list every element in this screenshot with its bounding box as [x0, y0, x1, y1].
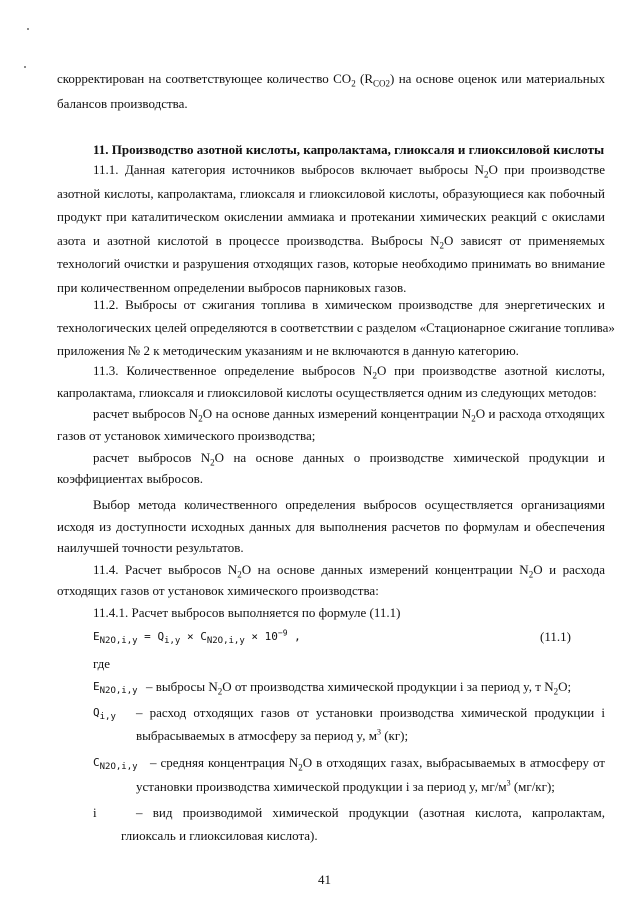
- para-11-1-line-3: продукт при каталитическом окислении аммиака и протекании химических реакций с окислами: [57, 209, 605, 224]
- method-1-line-2: газов от установок химического производства;: [57, 428, 316, 443]
- def-i-text-2: глиоксаль и глиоксиловая кислота).: [121, 828, 318, 843]
- scan-speck: [24, 66, 26, 68]
- choice-line-2: исходя из доступности исходных данных для выполнения расчетов по формулам и обеспечения: [57, 519, 605, 534]
- def-q-text-1: – расход отходящих газов от установки производства химической продукции i: [136, 705, 605, 720]
- method-1-line-1: расчет выбросов $N_2O$ на основе данных измерений концентрации $N_2O$ и расхода отходящих: [93, 406, 605, 424]
- choice-line-3: наилучшей точности результатов.: [57, 540, 244, 555]
- para-11-1-line-6: при количественном определении выбросов парниковых газов.: [57, 280, 407, 295]
- def-c-symbol: $C_{N2O,i,y}$: [93, 756, 138, 773]
- def-e-symbol: $E_{N2O,i,y}$: [93, 680, 138, 697]
- formula-number: (11.1): [540, 629, 571, 644]
- method-2-line-1: расчет выбросов $N_2O$ на основе данных о производстве химической продукции и: [93, 450, 605, 468]
- scan-speck: [27, 28, 29, 30]
- para-11-4-line-1: 11.4. Расчет выбросов $N_2O$ на основе данных измерений концентрации $N_2O$ и расхода: [93, 562, 606, 580]
- para-11-3-line-1: 11.3. Количественное определение выбросов $N_2O$ при производстве азотной кислоты,: [93, 363, 606, 381]
- intro-line-2: балансов производства.: [57, 96, 188, 111]
- para-11-2-line-2: технологических целей определяются в соответствии с разделом «Стационарное сжигание топлива»: [57, 320, 615, 335]
- def-c-text-2: установки производства химической продукции i за период y, $мг/м^3$ (мг/кг);: [136, 778, 555, 794]
- intro-line-1: скорректирован на соответствующее количество $CO_2$ $(R_{CO2})$ на основе оценок или материальных: [57, 71, 605, 89]
- formula-11-1: $E_{N2O,i,y} = Q_{i,y} \times C_{N2O,i,y} \times 10^{-9}$ ,: [93, 628, 301, 647]
- para-11-4-line-2: отходящих газов от установок химического производства:: [57, 583, 379, 598]
- def-e-text: – выбросы $N_2O$ от производства химической продукции i за период y, т $N_2O$;: [146, 679, 572, 697]
- para-11-1-line-1: 11.1. Данная категория источников выбросов включает выбросы $N_2O$ при производстве: [93, 162, 605, 180]
- method-2-line-2: коэффициентах выбросов.: [57, 471, 204, 486]
- section-heading: 11. Производство азотной кислоты, капролактама, глиоксаля и глиоксиловой кислоты: [93, 142, 605, 157]
- page-number: 41: [318, 872, 331, 887]
- def-c-text-1: – средняя концентрация $N_2O$ в отходящих газах, выбрасываемых в атмосферу от: [150, 755, 605, 773]
- where-label: где: [93, 656, 111, 671]
- def-i-symbol: i: [93, 805, 97, 820]
- para-11-3-line-2: капролактама, глиоксаля и глиоксиловой кислоты осуществляется одним из следующих методов:: [57, 385, 597, 400]
- def-i-text-1: – вид производимой химической продукции (азотная кислота, капролактам,: [136, 805, 605, 820]
- para-11-1-line-2: азотной кислоты, капролактама, глиоксаля и глиоксиловой кислоты, образующиеся как побочный: [57, 186, 605, 201]
- para-11-4-1: 11.4.1. Расчет выбросов выполняется по формуле (11.1): [93, 605, 401, 620]
- def-q-symbol: $Q_{i,y}$: [93, 706, 116, 723]
- para-11-2-line-1: 11.2. Выбросы от сжигания топлива в химическом производстве для энергетических и: [93, 297, 605, 312]
- para-11-1-line-5: технологий очистки и разрушения отходящих газов, которые необходимо принимать во внимание: [57, 256, 605, 271]
- choice-line-1: Выбор метода количественного определения выбросов осуществляется организациями: [93, 497, 605, 512]
- para-11-2-line-3: приложения № 2 к методическим указаниям и не включаются в данную категорию.: [57, 343, 519, 358]
- def-q-text-2: выбрасываемых в атмосферу за период y, $м^3$ (кг);: [136, 727, 409, 743]
- para-11-1-line-4: азота и азотной кислотой в процессе производства. Выбросы $N_2O$ зависят от применяемых: [57, 233, 605, 251]
